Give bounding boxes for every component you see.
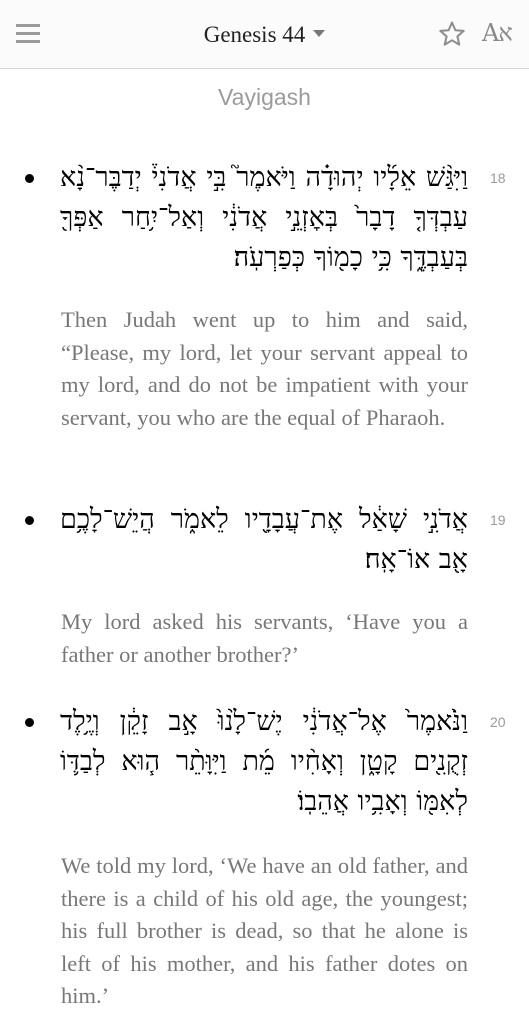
verse-number: 20 bbox=[490, 714, 506, 730]
english-verse-text: My lord asked his servants, ‘Have you a father or another brother?’ bbox=[61, 609, 468, 667]
verse-bullet-icon bbox=[25, 718, 34, 727]
hebrew-verse-text: וַנֹּ֙אמֶר֙ אֶל־אֲדֹנִ֔י יֶשׁ־לָ֙נוּ֙ אָ֣ב זָקֵ֔ן וְיֶ֥לֶד זְקֻנִ֖ים קָטָ֑ן וְאָחִ֨יו מֵ֜ת וַיִּוָּתֵ֨ר ה֧וּא לְבַדּ֛וֹ לְאִמּ֖וֹ וְאָבִ֥יו אֲהֵבֽוֹ׃ bbox=[60, 706, 468, 817]
star-outline-icon[interactable] bbox=[438, 20, 466, 48]
chevron-down-icon bbox=[313, 30, 325, 37]
verse-bullet-icon bbox=[25, 174, 34, 183]
parasha-heading: Vayigash bbox=[218, 84, 311, 110]
english-verse-text: We told my lord, ‘We have an old father, and there is a child of his old age, the youngest; his full brother is dead, so that he alone is left of his mother, and his father dotes on him.’ bbox=[61, 853, 468, 1009]
top-navigation-bar bbox=[0, 0, 529, 69]
verse-number: 19 bbox=[490, 512, 506, 528]
english-verse-text: Then Judah went up to him and said, “Please, my lord, let your servant appeal to my lord, and do not be impatient with your servant, you who are the equal of Pharaoh. bbox=[61, 307, 468, 430]
language-toggle-icon[interactable]: Aא bbox=[482, 19, 512, 47]
hebrew-verse-text: וַיִּגַּ֨שׁ אֵלָ֜יו יְהוּדָ֗ה וַיֹּאמֶר֮ בִּ֣י אֲדֹנִי֒ יְדַבֶּר־נָ֨א עַבְדְּךָ֤ דָבָר֙ בְּאׇזְנֵ֣י אֲדֹנִ֔י וְאַל־יִ֥חַר אַפְּךָ֖ בְּעַבְדֶּ֑ךָ כִּ֥י כָמ֖וֹךָ כְּפַרְעֹֽה׃ bbox=[60, 162, 468, 273]
verse-number: 18 bbox=[490, 170, 506, 186]
page-title: Genesis 44 bbox=[203, 22, 306, 47]
hebrew-verse-text: אֲדֹנִ֣י שָׁאַ֔ל אֶת־עֲבָדָ֖יו לֵאמֹ֑ר הֲיֵשׁ־לָכֶ֥ם אָ֖ב אוֹ־אָֽח׃ bbox=[60, 504, 468, 575]
verse-bullet-icon bbox=[25, 516, 34, 525]
